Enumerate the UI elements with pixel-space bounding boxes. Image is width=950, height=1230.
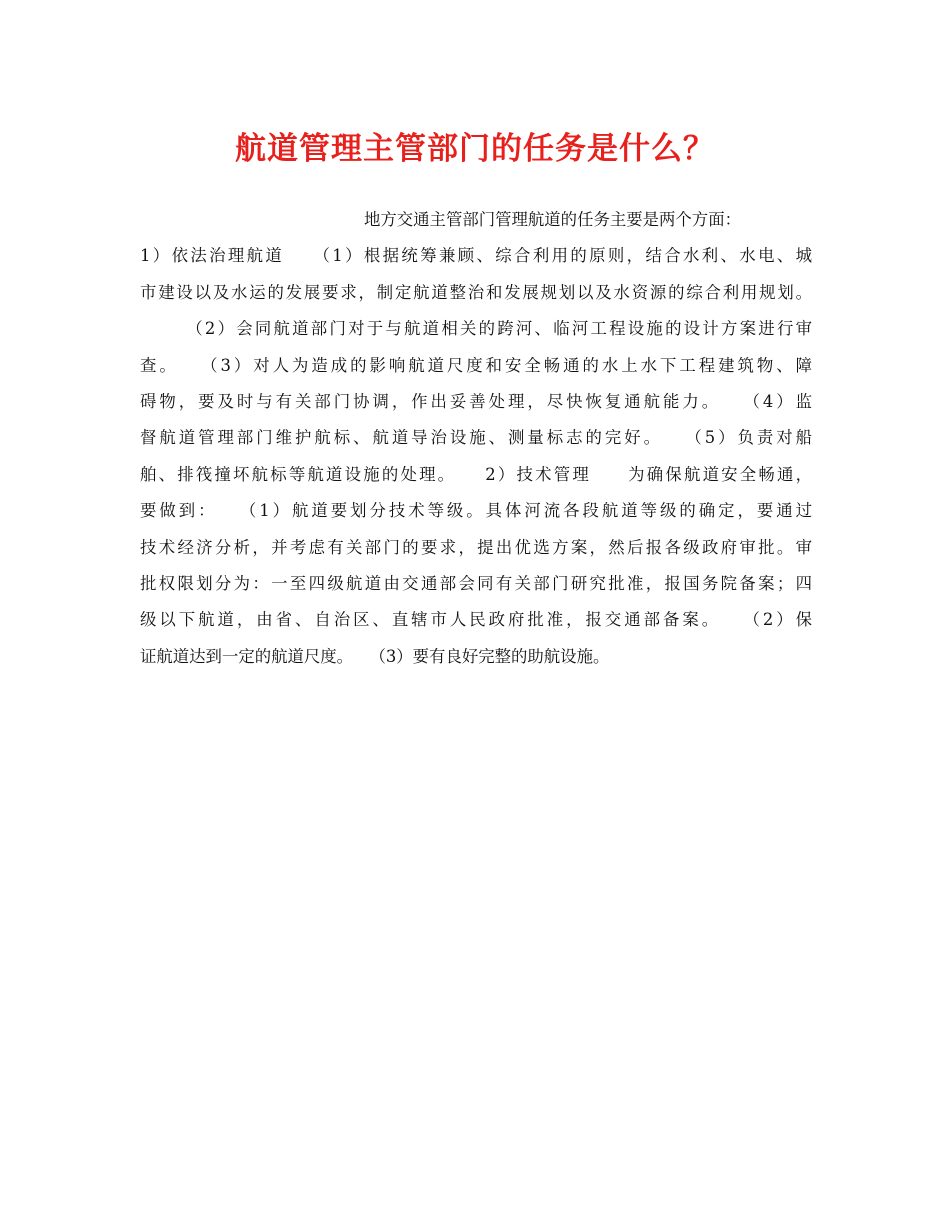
- body-line-12: 级以下航道，由省、自治区、直辖市人民政府批准，报交通部备案。 （2）保: [140, 610, 812, 630]
- document-title: 航道管理主管部门的任务是什么？: [235, 131, 715, 167]
- body-line-5: 查。 （3）对人为造成的影响航道尺度和安全畅通的水上水下工程建筑物、障: [140, 355, 812, 375]
- document-body: [140, 202, 812, 675]
- body-line-8: 舶、排筏撞坏航标等航道设施的处理。 2）技术管理 为确保航道安全畅通，: [140, 464, 812, 484]
- body-line-6: 碍物，要及时与有关部门协调，作出妥善处理，尽快恢复通航能力。 （4）监: [140, 391, 812, 411]
- body-line-1: 地方交通主管部门管理航道的任务主要是两个方面：: [364, 210, 741, 229]
- body-line-3: 市建设以及水运的发展要求，制定航道整治和发展规划以及水资源的综合利用规划。: [140, 282, 812, 302]
- body-line-4: （2）会同航道部门对于与航道相关的跨河、临河工程设施的设计方案进行审: [184, 319, 812, 339]
- body-line-2: 1）依法治理航道 （1）根据统筹兼顾、综合利用的原则，结合水利、水电、城: [140, 246, 812, 266]
- body-line-11: 批权限划分为：一至四级航道由交通部会同有关部门研究批准，报国务院备案；四: [140, 573, 812, 593]
- body-line-7: 督航道管理部门维护航标、航道导治设施、测量标志的完好。 （5）负责对船: [140, 428, 812, 448]
- body-line-9: 要做到： （1）航道要划分技术等级。具体河流各段航道等级的确定，要通过: [140, 501, 812, 521]
- body-line-13: 证航道达到一定的航道尺度。 （3）要有良好完整的助航设施。: [140, 646, 610, 666]
- body-line-10: 技术经济分析，并考虑有关部门的要求，提出优选方案，然后报各级政府审批。审: [140, 537, 812, 557]
